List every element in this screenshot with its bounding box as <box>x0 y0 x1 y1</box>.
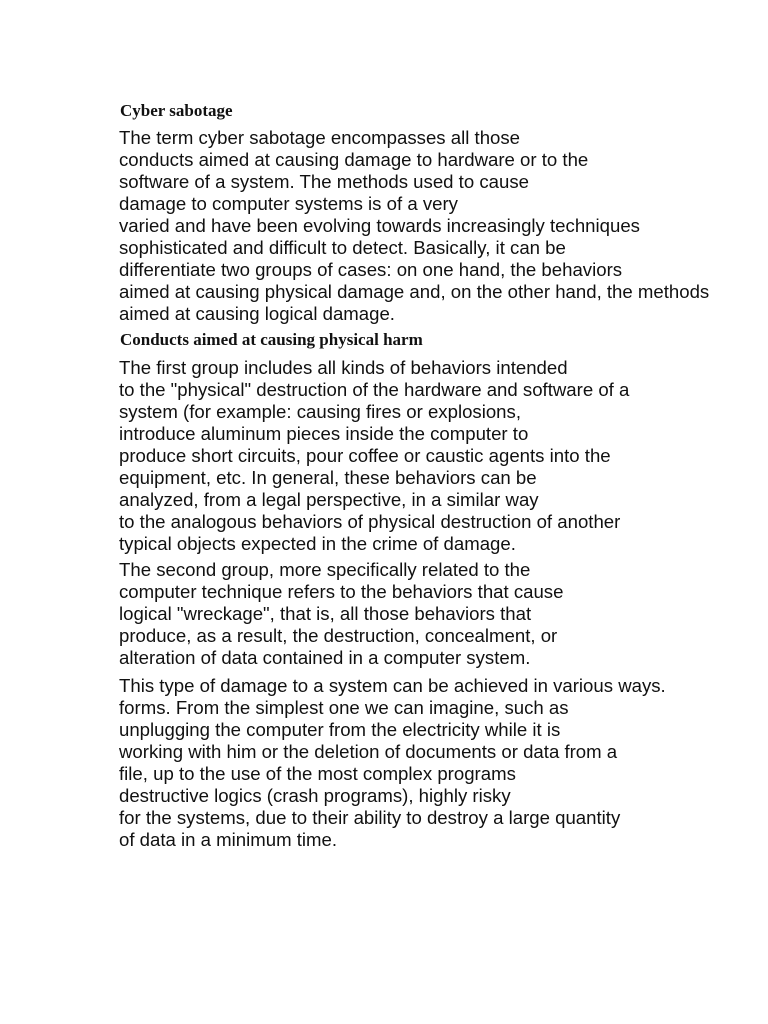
text-line: to the "physical" destruction of the hardware and software of a <box>119 379 630 400</box>
paragraph-damage-types <box>119 675 666 851</box>
text-line: produce, as a result, the destruction, concealment, or <box>119 625 558 646</box>
text-line: aimed at causing logical damage. <box>119 303 395 324</box>
text-line: software of a system. The methods used to cause <box>119 171 529 192</box>
text-line: unplugging the computer from the electricity while it is <box>119 719 561 740</box>
paragraph-second-group <box>119 559 563 669</box>
section-heading-cyber-sabotage: Cyber sabotage <box>120 101 233 120</box>
text-line: The second group, more specifically related to the <box>119 559 531 580</box>
paragraph-first-group <box>119 357 629 555</box>
text-line: conducts aimed at causing damage to hardware or to the <box>119 149 589 170</box>
text-line: for the systems, due to their ability to destroy a large quantity <box>119 807 621 828</box>
text-line: system (for example: causing fires or explosions, <box>119 401 521 422</box>
text-line: destructive logics (crash programs), highly risky <box>119 785 511 806</box>
text-line: equipment, etc. In general, these behaviors can be <box>119 467 537 488</box>
text-line: alteration of data contained in a computer system. <box>119 647 531 668</box>
text-line: aimed at causing physical damage and, on the other hand, the methods <box>119 281 710 302</box>
text-line: computer technique refers to the behaviors that cause <box>119 581 564 602</box>
text-line: to the analogous behaviors of physical destruction of another <box>119 511 621 532</box>
text-line: working with him or the deletion of documents or data from a <box>119 741 618 762</box>
paragraph-cyber-sabotage-intro <box>119 127 709 325</box>
text-line: produce short circuits, pour coffee or caustic agents into the <box>119 445 611 466</box>
text-line: logical "wreckage", that is, all those behaviors that <box>119 603 532 624</box>
text-line: of data in a minimum time. <box>119 829 338 850</box>
text-line: The first group includes all kinds of behaviors intended <box>119 357 568 378</box>
text-line: The term cyber sabotage encompasses all those <box>119 127 521 148</box>
text-line: damage to computer systems is of a very <box>119 193 458 214</box>
section-heading-physical-harm: Conducts aimed at causing physical harm <box>120 330 423 349</box>
text-line: forms. From the simplest one we can imagine, such as <box>119 697 569 718</box>
text-line: sophisticated and difficult to detect. Basically, it can be <box>119 237 566 258</box>
text-line: This type of damage to a system can be achieved in various ways. <box>119 675 666 696</box>
text-line: file, up to the use of the most complex programs <box>119 763 516 784</box>
text-line: typical objects expected in the crime of damage. <box>119 533 516 554</box>
text-line: analyzed, from a legal perspective, in a similar way <box>119 489 539 510</box>
text-line: varied and have been evolving towards increasingly techniques <box>119 215 640 236</box>
text-line: introduce aluminum pieces inside the computer to <box>119 423 529 444</box>
text-line: differentiate two groups of cases: on one hand, the behaviors <box>119 259 623 280</box>
